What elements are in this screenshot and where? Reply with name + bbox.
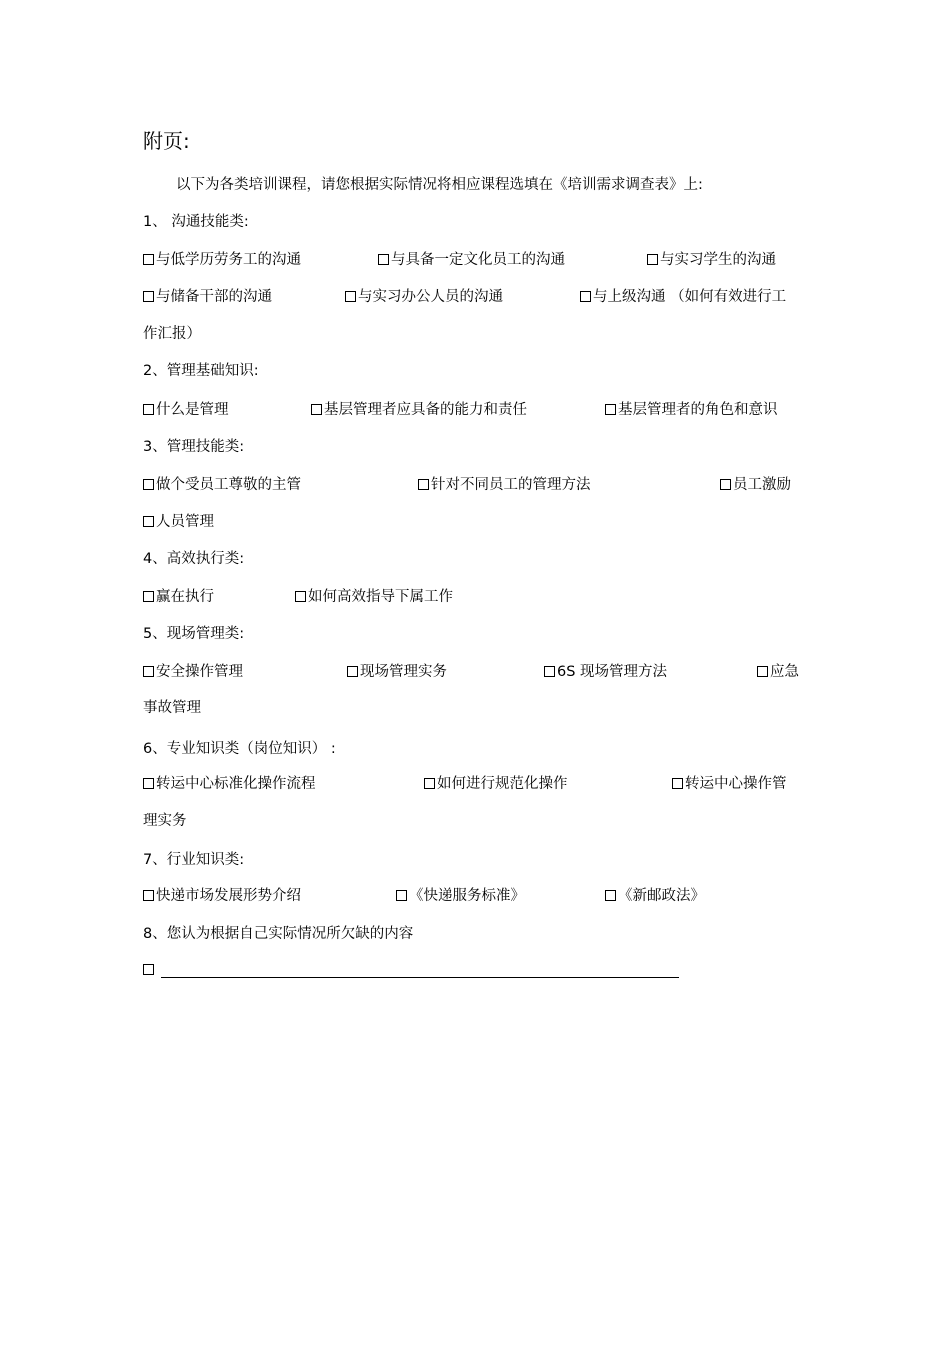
option-label: 如何高效指导下属工作	[308, 589, 453, 605]
checkbox[interactable]	[605, 890, 616, 901]
checkbox[interactable]	[143, 254, 154, 265]
checkbox[interactable]	[143, 964, 154, 975]
option-label: 赢在执行	[156, 589, 214, 605]
option-label: 转运中心标准化操作流程	[156, 776, 316, 792]
option-7-3[interactable]	[605, 887, 705, 905]
option-label: 与实习办公人员的沟通	[358, 289, 503, 305]
option-label: 员工激励	[733, 477, 791, 493]
option-label: 现场管理实务	[360, 664, 447, 680]
option-1-1[interactable]	[143, 251, 301, 269]
option-label: 6S 现场管理方法	[557, 664, 668, 680]
checkbox[interactable]	[378, 254, 389, 265]
checkbox[interactable]	[345, 291, 356, 302]
checkbox[interactable]	[544, 666, 555, 677]
checkbox[interactable]	[143, 516, 154, 527]
option-label: 基层管理者的角色和意识	[618, 402, 778, 418]
checkbox[interactable]	[347, 666, 358, 677]
option-label: 转运中心操作管	[685, 776, 787, 792]
option-2-3[interactable]	[605, 401, 778, 419]
checkbox[interactable]	[295, 591, 306, 602]
checkbox[interactable]	[143, 778, 154, 789]
option-label: 人员管理	[156, 514, 214, 530]
option-label: 《新邮政法》	[618, 888, 705, 904]
checkbox[interactable]	[143, 479, 154, 490]
option-2-2[interactable]	[311, 401, 527, 419]
section-heading-3: 3、管理技能类:	[143, 439, 245, 455]
option-5-1[interactable]	[143, 663, 243, 681]
option-label: 什么是管理	[156, 402, 229, 418]
section-heading-7: 7、行业知识类:	[143, 852, 245, 868]
option-3-1[interactable]	[143, 476, 301, 494]
option-label: 与具备一定文化员工的沟通	[391, 252, 565, 268]
option-label: 安全操作管理	[156, 664, 243, 680]
option-wrap-text: 事故管理	[143, 700, 201, 716]
option-wrap-text: 理实务	[143, 813, 187, 829]
intro-text: 以下为各类培训课程，请您根据实际情况将相应课程选填在《培训需求调查表》上:	[176, 177, 703, 193]
option-label: 快递市场发展形势介绍	[156, 888, 301, 904]
option-3-4[interactable]	[143, 513, 214, 531]
option-2-1[interactable]	[143, 401, 229, 419]
option-3-2[interactable]	[418, 476, 591, 494]
option-label: 基层管理者应具备的能力和责任	[324, 402, 527, 418]
checkbox[interactable]	[396, 890, 407, 901]
checkbox[interactable]	[672, 778, 683, 789]
option-5-4[interactable]	[757, 663, 799, 681]
section-heading-4: 4、高效执行类:	[143, 551, 245, 567]
option-label: 与储备干部的沟通	[156, 289, 272, 305]
option-label: 做个受员工尊敬的主管	[156, 477, 301, 493]
option-7-1[interactable]	[143, 887, 301, 905]
option-3-3[interactable]	[720, 476, 791, 494]
section-heading-8: 8、您认为根据自己实际情况所欠缺的内容	[143, 926, 414, 942]
checkbox[interactable]	[311, 404, 322, 415]
checkbox[interactable]	[580, 291, 591, 302]
option-label: 与上级沟通 （如何有效进行工	[593, 289, 787, 305]
option-6-1[interactable]	[143, 775, 316, 793]
option-label: 如何进行规范化操作	[437, 776, 568, 792]
option-5-3[interactable]	[544, 663, 667, 681]
fill-in-line[interactable]	[161, 977, 679, 978]
checkbox[interactable]	[143, 591, 154, 602]
section-heading-5: 5、现场管理类:	[143, 626, 245, 642]
section-heading-1: 1、 沟通技能类:	[143, 214, 249, 230]
option-6-3[interactable]	[672, 775, 787, 793]
checkbox[interactable]	[143, 890, 154, 901]
page-title: 附页:	[143, 129, 190, 153]
option-1-6[interactable]	[580, 288, 786, 306]
option-7-2[interactable]	[396, 887, 525, 905]
checkbox[interactable]	[424, 778, 435, 789]
option-1-4[interactable]	[143, 288, 272, 306]
option-label: 针对不同员工的管理方法	[431, 477, 591, 493]
checkbox[interactable]	[418, 479, 429, 490]
option-wrap-text: 作汇报）	[143, 326, 201, 342]
option-label: 应急	[770, 664, 799, 680]
option-label: 与低学历劳务工的沟通	[156, 252, 301, 268]
option-5-2[interactable]	[347, 663, 447, 681]
checkbox[interactable]	[143, 666, 154, 677]
checkbox[interactable]	[720, 479, 731, 490]
checkbox[interactable]	[605, 404, 616, 415]
section-heading-6: 6、专业知识类（岗位知识） :	[143, 741, 336, 757]
option-4-2[interactable]	[295, 588, 453, 606]
checkbox[interactable]	[757, 666, 768, 677]
option-1-2[interactable]	[378, 251, 565, 269]
section-heading-2: 2、管理基础知识:	[143, 363, 259, 379]
checkbox[interactable]	[647, 254, 658, 265]
option-1-3[interactable]	[647, 251, 776, 269]
option-1-5[interactable]	[345, 288, 503, 306]
option-label: 《快递服务标准》	[409, 888, 525, 904]
checkbox[interactable]	[143, 291, 154, 302]
option-4-1[interactable]	[143, 588, 214, 606]
other-checkbox-row[interactable]	[143, 961, 156, 979]
checkbox[interactable]	[143, 404, 154, 415]
option-label: 与实习学生的沟通	[660, 252, 776, 268]
option-6-2[interactable]	[424, 775, 568, 793]
